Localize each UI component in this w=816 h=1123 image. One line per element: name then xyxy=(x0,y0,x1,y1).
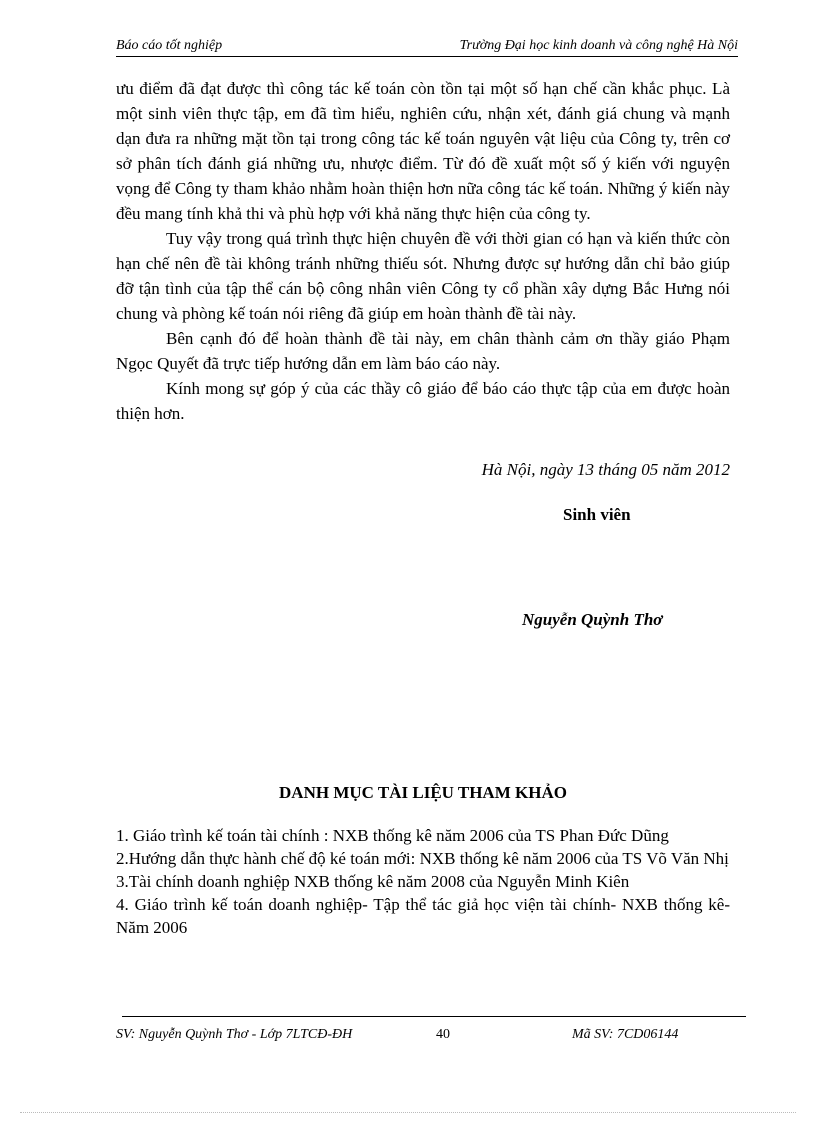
page-number: 40 xyxy=(436,1027,450,1042)
paragraph: Kính mong sự góp ý của các thầy cô giáo để báo cáo thực tập của em được hoàn thiện hơn. xyxy=(116,379,730,423)
paragraph: Bên cạnh đó để hoàn thành đề tài này, em chân thành cảm ơn thầy giáo Phạm Ngọc Quyết đã trực tiếp hướng dẫn em làm báo cáo này. xyxy=(116,329,730,373)
reference-item: 2.Hướng dẫn thực hành chế độ ké toán mới: NXB thống kê năm 2006 của TS Võ Văn Nhị xyxy=(116,849,729,868)
page-header xyxy=(116,38,738,57)
references-list xyxy=(116,824,730,939)
body-text xyxy=(116,76,730,426)
signer-role: Sinh viên xyxy=(563,505,631,524)
reference-item: 3.Tài chính doanh nghiệp NXB thống kê năm 2008 của Nguyễn Minh Kiên xyxy=(116,872,630,891)
paragraph: Tuy vậy trong quá trình thực hiện chuyên đề với thời gian có hạn và kiến thức còn hạn chế nên đề tài không tránh những thiếu sót. Nhưng được sự hướng dẫn chỉ bảo giúp đỡ tận tình của tập thể cán bộ công nhân viên Công ty cổ phần xây dựng Bắc Hưng nói chung và phòng kế toán nói riêng đã giúp em hoàn thành đề tài này. xyxy=(116,229,730,323)
closing-date: Hà Nội, ngày 13 tháng 05 năm 2012 xyxy=(481,460,730,479)
reference-item: 4. Giáo trình kế toán doanh nghiệp- Tập thể tác giả học viện tài chính- NXB thống kê- Năm 2006 xyxy=(116,895,730,937)
footer-student-id: Mã SV: 7CD06144 xyxy=(572,1027,679,1042)
reference-item: 1. Giáo trình kế toán tài chính : NXB thống kê năm 2006 của TS Phan Đức Dũng xyxy=(116,826,669,845)
footer-rule xyxy=(122,1016,746,1017)
footer-student: SV: Nguyễn Quỳnh Thơ - Lớp 7LTCĐ-ĐH xyxy=(116,1027,353,1042)
references-title: DANH MỤC TÀI LIỆU THAM KHẢO xyxy=(279,783,567,802)
paragraph: ưu điểm đã đạt được thì công tác kế toán còn tồn tại một số hạn chế cần khắc phục. Là một sinh viên thực tập, em đã tìm hiểu, nghiên cứu, nhận xét, đánh giá chung và mạnh dạn đưa ra những mặt tồn tại trong công tác kế toán nguyên vật liệu của Công ty, trên cơ sở phân tích đánh giá những ưu, nhược điểm. Từ đó đề xuất một số ý kiến với nguyện vọng để Công ty tham khảo nhằm hoàn thiện hơn nữa công tác kế toán. Những ý kiến này đều mang tính khả thi và phù hợp với khả năng thực hiện của công ty. xyxy=(116,79,730,223)
signer-name: Nguyễn Quỳnh Thơ xyxy=(522,610,663,629)
page-boundary xyxy=(20,1112,796,1113)
header-right: Trường Đại học kinh doanh và công nghệ Hà Nội xyxy=(459,38,738,53)
header-left: Báo cáo tốt nghiệp xyxy=(116,38,223,53)
